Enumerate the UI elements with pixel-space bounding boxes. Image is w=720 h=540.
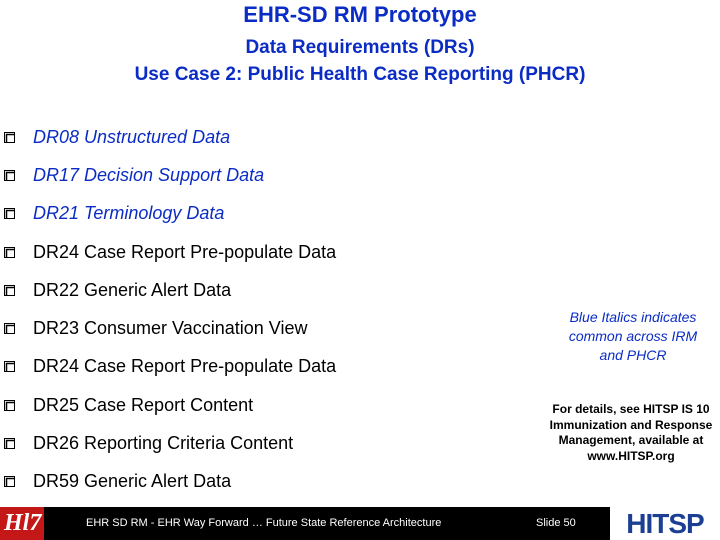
hitsp-logo-text: HITSP — [626, 507, 704, 539]
footer-bar — [0, 507, 720, 540]
legend-note: Blue Italics indicates common across IRM and PHCR — [568, 309, 698, 363]
bullet-text: DR08 Unstructured Data — [33, 126, 231, 147]
bullet-item — [0, 386, 520, 424]
bullet-text: DR22 Generic Alert Data — [33, 279, 232, 300]
bullet-item — [0, 118, 520, 156]
bullet-item — [0, 195, 520, 233]
bullet-text: DR24 Case Report Pre-populate Data — [33, 356, 337, 377]
checkbox-bullet-icon — [4, 247, 15, 258]
slide-subtitle: Data Requirements (DRs) — [245, 37, 475, 58]
bullet-text: DR21 Terminology Data — [33, 203, 225, 224]
slide-title: EHR-SD RM Prototype — [243, 2, 477, 27]
slide-subtitle-2: Use Case 2: Public Health Case Reporting (PHCR) — [134, 64, 586, 85]
bullet-item — [0, 309, 520, 347]
bullet-item — [0, 156, 520, 194]
bullet-item — [0, 463, 520, 501]
bullet-item — [0, 271, 520, 309]
slide-number: Slide 50 — [536, 517, 576, 529]
checkbox-bullet-icon — [4, 323, 15, 334]
bullet-text: DR24 Case Report Pre-populate Data — [33, 241, 337, 262]
bullet-item — [0, 233, 520, 271]
bullet-item — [0, 424, 520, 462]
bullet-text: DR26 Reporting Criteria Content — [33, 433, 294, 454]
checkbox-bullet-icon — [4, 476, 15, 487]
checkbox-bullet-icon — [4, 285, 15, 296]
bullet-text: DR25 Case Report Content — [33, 394, 254, 415]
checkbox-bullet-icon — [4, 170, 15, 181]
checkbox-bullet-icon — [4, 132, 15, 143]
details-note: For details, see HITSP IS 10 Immunization and Response Management, available at www.HITSP.org — [549, 402, 713, 463]
hl7-logo — [0, 507, 44, 540]
hl7-logo-text: Hl7 — [4, 510, 42, 536]
bullet-text: DR17 Decision Support Data — [33, 164, 265, 185]
hitsp-logo — [610, 507, 720, 540]
checkbox-bullet-icon — [4, 438, 15, 449]
bullet-text: DR23 Consumer Vaccination View — [33, 318, 308, 339]
bullet-text: DR59 Generic Alert Data — [33, 471, 232, 492]
checkbox-bullet-icon — [4, 208, 15, 219]
checkbox-bullet-icon — [4, 400, 15, 411]
bullet-item — [0, 348, 520, 386]
bullet-list — [0, 118, 520, 501]
footer-text: EHR SD RM - EHR Way Forward … Future State Reference Architecture — [86, 517, 442, 529]
checkbox-bullet-icon — [4, 361, 15, 372]
